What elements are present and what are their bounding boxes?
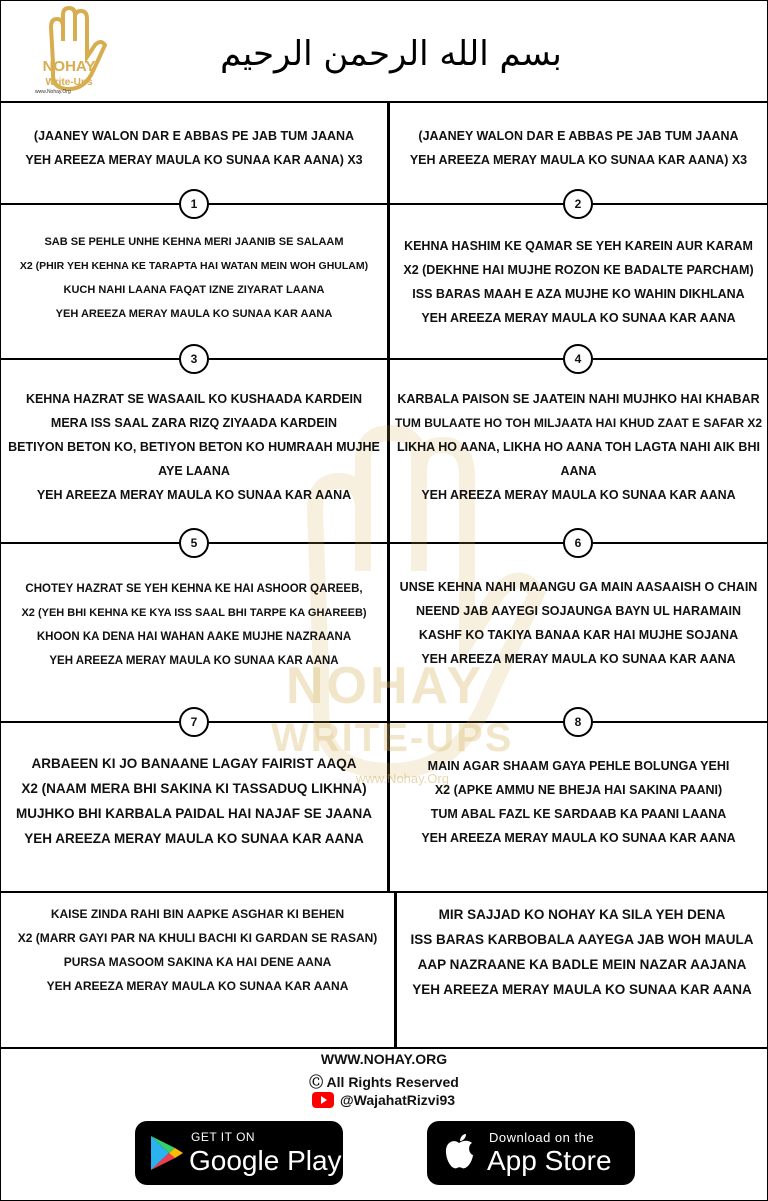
chorus-line: (JAANEY WALON DAR E ABBAS PE JAB TUM JAANA [418, 129, 739, 143]
stanza-line: KHOON KA DENA HAI WAHAN AAKE MUJHE NAZRAANA [36, 631, 352, 643]
stanza-10 [397, 901, 767, 1003]
chorus-line: YEH AREEZA MERAY MAULA KO SUNAA KAR AANA) X3 [409, 153, 748, 167]
stanza-3 [1, 386, 387, 508]
stanza-number-3: 3 [179, 344, 209, 374]
bismillah-text: بسم الله الرحمن الرحيم [220, 34, 562, 74]
stanza-line: AANA [560, 464, 597, 478]
rights-text: Ⓒ All Rights Reserved [309, 1074, 459, 1090]
stanza-line: X2 (MARR GAYI PAR NA KHULI BACHI KI GARDAN SE RASAN) [17, 931, 378, 945]
stanza-line: YEH AREEZA MERAY MAULA KO SUNAA KAR AANA [36, 488, 352, 502]
stanza-number-8: 8 [563, 707, 593, 737]
stanza-line: YEH AREEZA MERAY MAULA KO SUNAA KAR AANA [49, 655, 339, 667]
stanza-7 [1, 749, 387, 853]
stanza-line: KAISE ZINDA RAHI BIN AAPKE ASGHAR KI BEHEN [50, 907, 345, 921]
stanza-line: MIR SAJJAD KO NOHAY KA SILA YEH DENA [438, 907, 726, 922]
watermark-line2: WRITE-UPS [271, 716, 514, 760]
stanza-line: KEHNA HAZRAT SE WASAAIL KO KUSHAADA KARDEIN [25, 392, 363, 406]
stanza-number-2: 2 [563, 189, 593, 219]
logo-line1: NOHAY [42, 58, 96, 75]
youtube-handle: @WajahatRizvi93 [340, 1092, 456, 1108]
hand-logo-icon[interactable] [23, 5, 115, 97]
stanza-8 [390, 753, 767, 851]
stanza-1 [1, 223, 387, 333]
chorus-right [390, 101, 767, 203]
stanza-line: MAIN AGAR SHAAM GAYA PEHLE BOLUNGA YEHI [427, 759, 730, 773]
watermark-url: www.Nohay.Org [356, 771, 449, 786]
stanza-line: KEHNA HASHIM KE QAMAR SE YEH KAREIN AUR KARAM [404, 239, 753, 253]
stanza-line: YEH AREEZA MERAY MAULA KO SUNAA KAR AANA [24, 831, 364, 846]
stanza-line: SAB SE PEHLE UNHE KEHNA MERI JAANIB SE SALAAM [44, 236, 344, 248]
website-link[interactable]: WWW.NOHAY.ORG [320, 1051, 448, 1067]
stanza-6 [390, 573, 767, 673]
stanza-number-6: 6 [563, 528, 593, 558]
stanza-line: YEH AREEZA MERAY MAULA KO SUNAA KAR AANA [421, 488, 736, 502]
google-play-small-label: GET IT ON [191, 1130, 256, 1144]
stanza-line: PURSA MASOOM SAKINA KA HAI DENE AANA [63, 955, 332, 969]
chorus-left [1, 101, 387, 203]
stanza-number-7: 7 [179, 707, 209, 737]
stanza-number-1: 1 [179, 189, 209, 219]
stanza-line: AYE LAANA [158, 464, 230, 478]
stanza-line: ISS BARAS MAAH E AZA MUJHE KO WAHIN DIKHLANA [412, 287, 745, 301]
stanza-line: X2 (DEKHNE HAI MUJHE ROZON KE BADALTE PARCHAM) [403, 263, 754, 277]
bismillah-calligraphy [220, 21, 562, 85]
stanza-line: X2 (PHIR YEH KEHNA KE TARAPTA HAI WATAN MEIN WOH GHULAM) [19, 260, 369, 272]
chorus-line: (JAANEY WALON DAR E ABBAS PE JAB TUM JAANA [33, 129, 355, 143]
stanza-line: TUM BULAATE HO TOH MILJAATA HAI KHUD ZAAT E SAFAR X2 [394, 416, 763, 430]
stanza-line: YEH AREEZA MERAY MAULA KO SUNAA KAR AANA [421, 831, 736, 845]
stanza-line: KUCH NAHI LAANA FAQAT IZNE ZIYARAT LAANA [63, 284, 325, 296]
row-divider-1 [1, 203, 767, 205]
stanza-line: KASHF KO TAKIYA BANAA KAR HAI MUJHE SOJANA [418, 628, 739, 642]
stanza-line: AAP NAZRAANE KA BADLE MEIN NAZAR AAJANA [417, 957, 747, 972]
google-play-big-label: Google Play [189, 1145, 342, 1176]
stanza-line: MERA ISS SAAL ZARA RIZQ ZIYAADA KARDEIN [50, 416, 338, 430]
chorus-line: YEH AREEZA MERAY MAULA KO SUNAA KAR AANA) X3 [25, 153, 363, 167]
google-play-icon [149, 1134, 185, 1172]
logo-line2: Write-Ups [45, 77, 93, 88]
youtube-row[interactable] [312, 1090, 455, 1110]
stanza-line: MUJHKO BHI KARBALA PAIDAL HAI NAJAF SE JAANA [15, 806, 373, 821]
stanza-line: YEH AREEZA MERAY MAULA KO SUNAA KAR AANA [46, 979, 349, 993]
stanza-line: X2 (APKE AMMU NE BHEJA HAI SAKINA PAANI) [434, 783, 723, 797]
stanza-line: TUM ABAL FAZL KE SARDAAB KA PAANI LAANA [430, 807, 727, 821]
stanza-number-5: 5 [179, 528, 209, 558]
stanza-4 [390, 386, 767, 508]
stanza-line: YEH AREEZA MERAY MAULA KO SUNAA KAR AANA [421, 652, 736, 666]
stanza-line: BETIYON BETON KO, BETIYON BETON KO HUMRAAH MUJHE [8, 440, 380, 454]
stanza-line: KARBALA PAISON SE JAATEIN NAHI MUJHKO HAI KHABAR [397, 392, 760, 406]
stanza-line: NEEND JAB AAYEGI SOJAUNGA BAYN UL HARAMAIN [415, 604, 742, 618]
app-store-small-label: Download on the [489, 1130, 595, 1145]
stanza-line: LIKHA HO AANA, LIKHA HO AANA TOH LAGTA NAHI AIK BHI [397, 440, 760, 454]
row-divider-5 [1, 891, 767, 893]
stanza-line: X2 (YEH BHI KEHNA KE KYA ISS SAAL BHI TARPE KA GHAREEB) [21, 607, 367, 619]
google-play-button[interactable] [135, 1121, 343, 1185]
stanza-line: YEH AREEZA MERAY MAULA KO SUNAA KAR AANA [421, 311, 736, 325]
app-store-big-label: App Store [487, 1145, 612, 1176]
stanza-line: YEH AREEZA MERAY MAULA KO SUNAA KAR AANA [412, 982, 752, 997]
stanza-line: ISS BARAS KARBOBALA AAYEGA JAB WOH MAULA [410, 932, 754, 947]
app-store-button[interactable] [427, 1121, 635, 1185]
youtube-icon [312, 1092, 334, 1108]
row-divider-2 [1, 358, 767, 360]
stanza-9 [1, 901, 394, 999]
stanza-line: CHOTEY HAZRAT SE YEH KEHNA KE HAI ASHOOR QAREEB, [25, 583, 363, 595]
watermark-line1: NOHAY [286, 657, 485, 715]
header [1, 1, 767, 103]
stanza-line: ARBAEEN KI JO BANAANE LAGAY FAIRIST AAQA [31, 756, 357, 771]
stanza-line: YEH AREEZA MERAY MAULA KO SUNAA KAR AANA [55, 308, 333, 320]
stanza-5 [1, 575, 387, 675]
apple-icon [443, 1133, 475, 1171]
logo-url: www.Nohay.Org [35, 89, 71, 95]
stanza-line: X2 (NAAM MERA BHI SAKINA KI TASSADUQ LIKHNA) [21, 781, 367, 796]
stanza-number-4: 4 [563, 344, 593, 374]
stanza-2 [390, 221, 767, 343]
stanza-line: UNSE KEHNA NAHI MAANGU GA MAIN AASAAISH O CHAIN [399, 580, 758, 594]
